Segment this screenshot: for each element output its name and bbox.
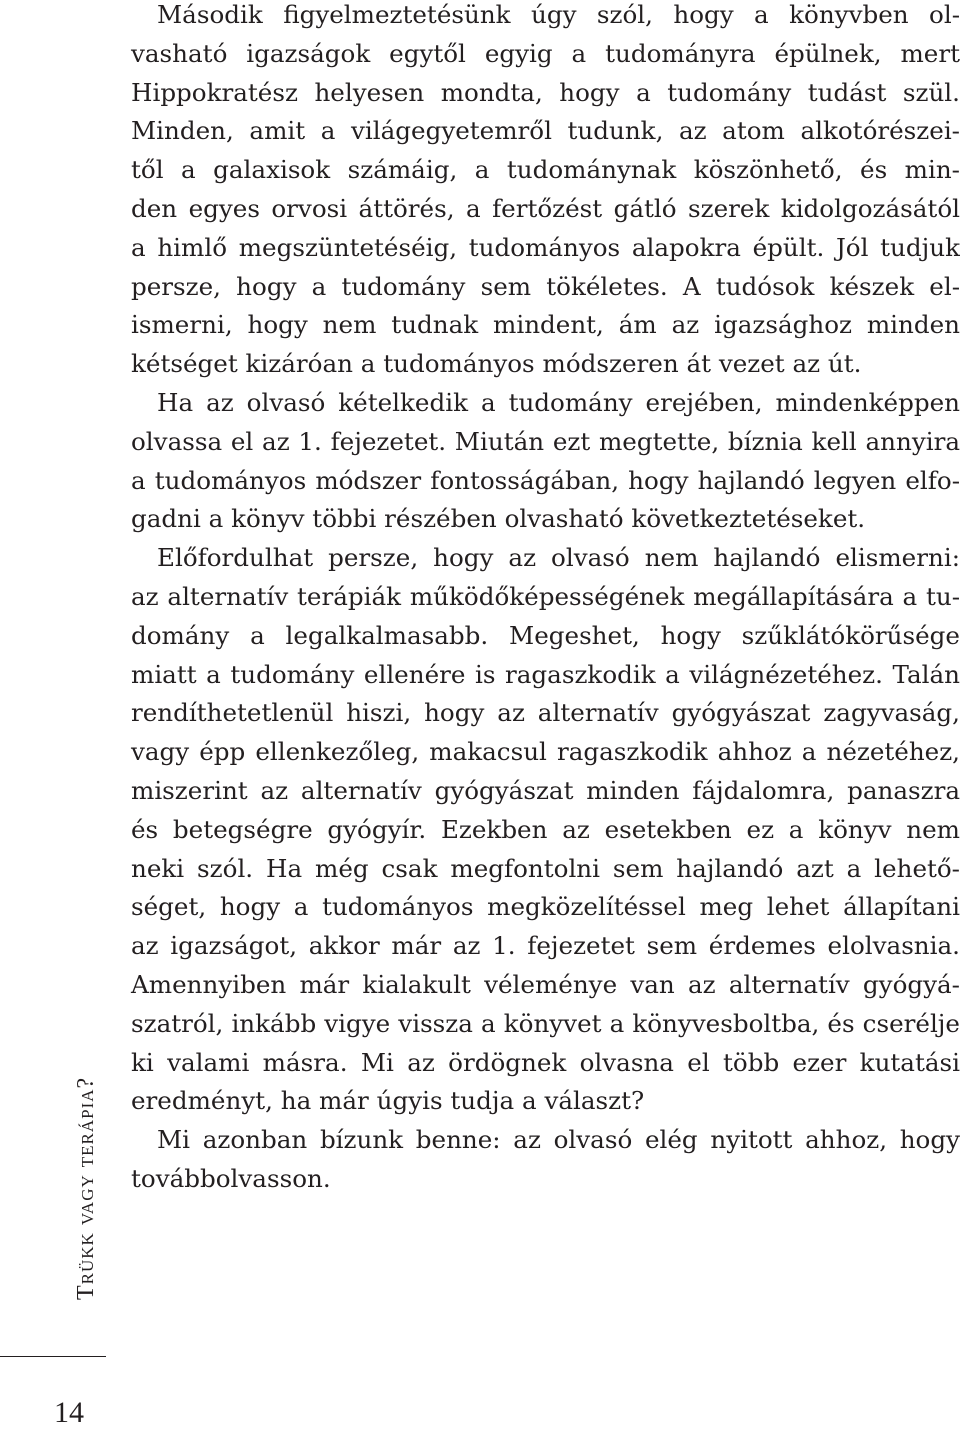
text-line: vagy épp ellenkezőleg, makacsul ragaszkodik ahhoz a nézetéhez, <box>131 737 960 767</box>
text-line: Második figyelmeztetésünk úgy szól, hogy a könyvben ol- <box>157 0 960 29</box>
text-line: Mi azonban bízunk benne: az olvasó elég nyitott ahhoz, hogy <box>157 1125 960 1155</box>
text-line: persze, hogy a tudomány sem tökéletes. A tudósok készek el- <box>131 271 960 301</box>
text-line: vasható igazságok egytől egyig a tudományra épülnek, mert <box>131 38 960 68</box>
text-line: kétséget kizáróan a tudományos módszeren át vezet az út. <box>131 349 862 379</box>
text-line: miatt a tudomány ellenére is ragaszkodik a világnézetéhez. Talán <box>131 659 960 689</box>
text-line: az igazságot, akkor már az 1. fejezetet sem érdemes elolvasnia. <box>131 931 960 961</box>
text-line: a tudományos módszer fontosságában, hogy hajlandó legyen elfo- <box>131 465 960 495</box>
text-line: miszerint az alternatív gyógyászat minden fájdalomra, panaszra <box>131 775 960 805</box>
text-line: séget, hogy a tudományos megközelítéssel meg lehet állapítani <box>131 892 960 922</box>
text-line: rendíthetetlenül hiszi, hogy az alternatív gyógyászat zagyvaság, <box>131 698 960 728</box>
text-line: és betegségre gyógyír. Ezekben az esetekben ez a könyv nem <box>131 814 960 844</box>
text-line: neki szól. Ha még csak megfontolni sem hajlandó azt a lehető- <box>131 853 960 883</box>
running-head: Trükk vagy terápia? <box>73 1076 99 1300</box>
text-line: szatról, inkább vigye vissza a könyvet a könyvesboltba, és cserélje <box>131 1008 960 1038</box>
text-line: az alternatív terápiák működőképességének megállapítására a tu- <box>131 581 960 611</box>
text-line: eredményt, ha már úgyis tudja a választ? <box>131 1086 645 1116</box>
text-line: Előfordulhat persze, hogy az olvasó nem hajlandó elismerni: <box>157 543 960 573</box>
text-line: től a galaxisok számáig, a tudománynak köszönhető, és min- <box>131 155 960 185</box>
body-text <box>131 0 960 1199</box>
text-line: ismerni, hogy nem tudnak mindent, ám az igazsághoz minden <box>131 310 960 340</box>
text-line: ki valami másra. Mi az ördögnek olvasna el több ezer kutatási <box>131 1047 960 1077</box>
page-number: 14 <box>54 1396 84 1429</box>
text-line: olvassa el az 1. fejezetet. Miután ezt megtette, bíznia kell annyira <box>131 426 960 456</box>
text-line: den egyes orvosi áttörés, a fertőzést gátló szerek kidolgozásától <box>131 193 960 223</box>
text-line: Amennyiben már kialakult véleménye van az alternatív gyógyá- <box>131 969 960 999</box>
text-line: domány a legalkalmasabb. Megeshet, hogy szűklátókörűsége <box>131 620 960 650</box>
text-line: Minden, amit a világegyetemről tudunk, az atom alkotórészei- <box>131 116 960 146</box>
text-line: gadni a könyv többi részében olvasható következtetéseket. <box>131 504 866 534</box>
text-line: a himlő megszüntetéséig, tudományos alapokra épült. Jól tudjuk <box>131 232 960 262</box>
text-line: továbbolvasson. <box>131 1163 331 1193</box>
text-line: Ha az olvasó kételkedik a tudomány erejében, mindenképpen <box>157 387 960 417</box>
footer-rule <box>0 1356 106 1357</box>
text-line: Hippokratész helyesen mondta, hogy a tudomány tudást szül. <box>131 77 960 107</box>
